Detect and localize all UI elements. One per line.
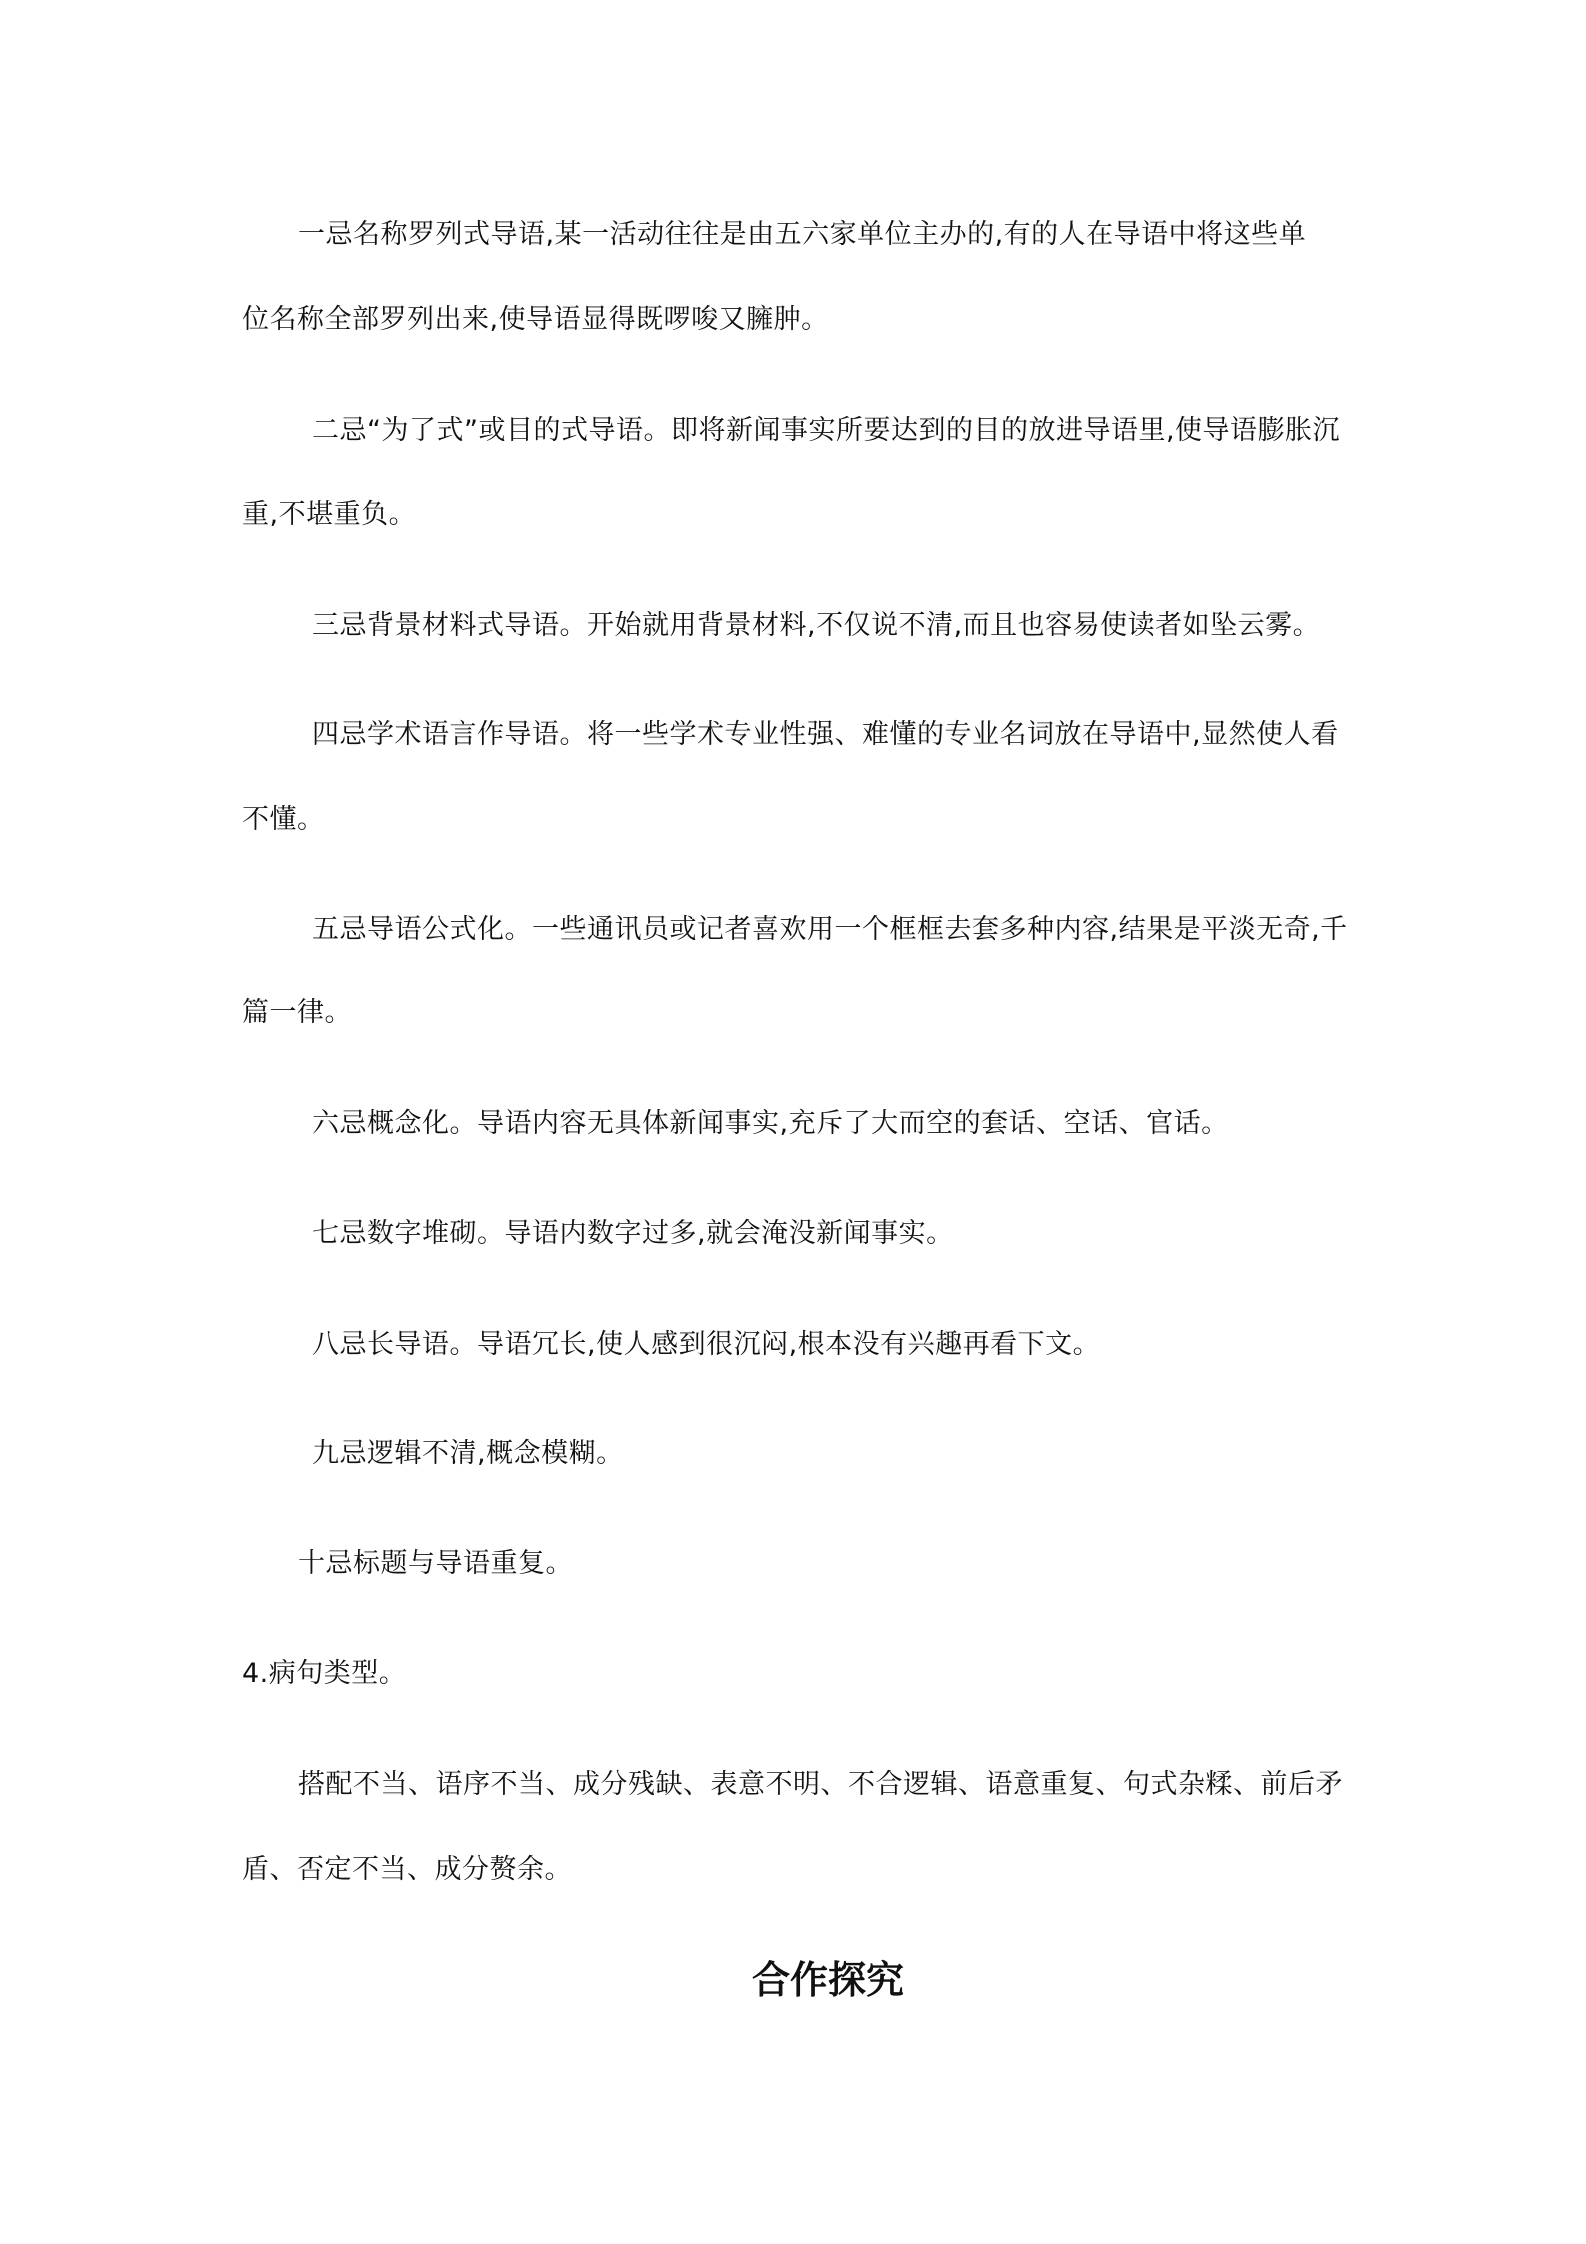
paragraph-6-line-1: 六忌概念化。导语内容无具体新闻事实,充斥了大而空的套话、空话、官话。 <box>312 1108 1229 1139</box>
paragraph-10-line-1: 十忌标题与导语重复。 <box>298 1548 573 1579</box>
paragraph-2-line-2: 重,不堪重负。 <box>242 499 417 530</box>
section-4-line-1: 搭配不当、语序不当、成分残缺、表意不明、不合逻辑、语意重复、句式杂糅、前后矛 <box>298 1769 1343 1800</box>
section-4-line-2: 盾、否定不当、成分赘余。 <box>242 1854 572 1885</box>
section-title: 合作探究 <box>751 1958 904 2002</box>
paragraph-4-line-1: 四忌学术语言作导语。将一些学术专业性强、难懂的专业名词放在导语中,显然使人看 <box>312 719 1339 750</box>
paragraph-5-line-2: 篇一律。 <box>242 997 352 1028</box>
paragraph-8-line-1: 八忌长导语。导语冗长,使人感到很沉闷,根本没有兴趣再看下文。 <box>312 1329 1101 1360</box>
paragraph-3-line-1: 三忌背景材料式导语。开始就用背景材料,不仅说不清,而且也容易使读者如坠云雾。 <box>312 610 1321 641</box>
paragraph-7-line-1: 七忌数字堆砌。导语内数字过多,就会淹没新闻事实。 <box>312 1218 954 1249</box>
paragraph-1-line-2: 位名称全部罗列出来,使导语显得既啰唆又臃肿。 <box>242 304 829 335</box>
paragraph-2-line-1: 二忌“为了式”或目的式导语。即将新闻事实所要达到的目的放进导语里,使导语膨胀沉 <box>312 415 1341 446</box>
paragraph-1-line-1: 一忌名称罗列式导语,某一活动往往是由五六家单位主办的,有的人在导语中将这些单 <box>298 219 1307 250</box>
section-4-heading: 4.病句类型。 <box>242 1658 407 1689</box>
paragraph-9-line-1: 九忌逻辑不清,概念模糊。 <box>312 1438 624 1469</box>
paragraph-5-line-1: 五忌导语公式化。一些通讯员或记者喜欢用一个框框去套多种内容,结果是平淡无奇,千 <box>312 914 1348 945</box>
paragraph-4-line-2: 不懂。 <box>242 804 325 835</box>
